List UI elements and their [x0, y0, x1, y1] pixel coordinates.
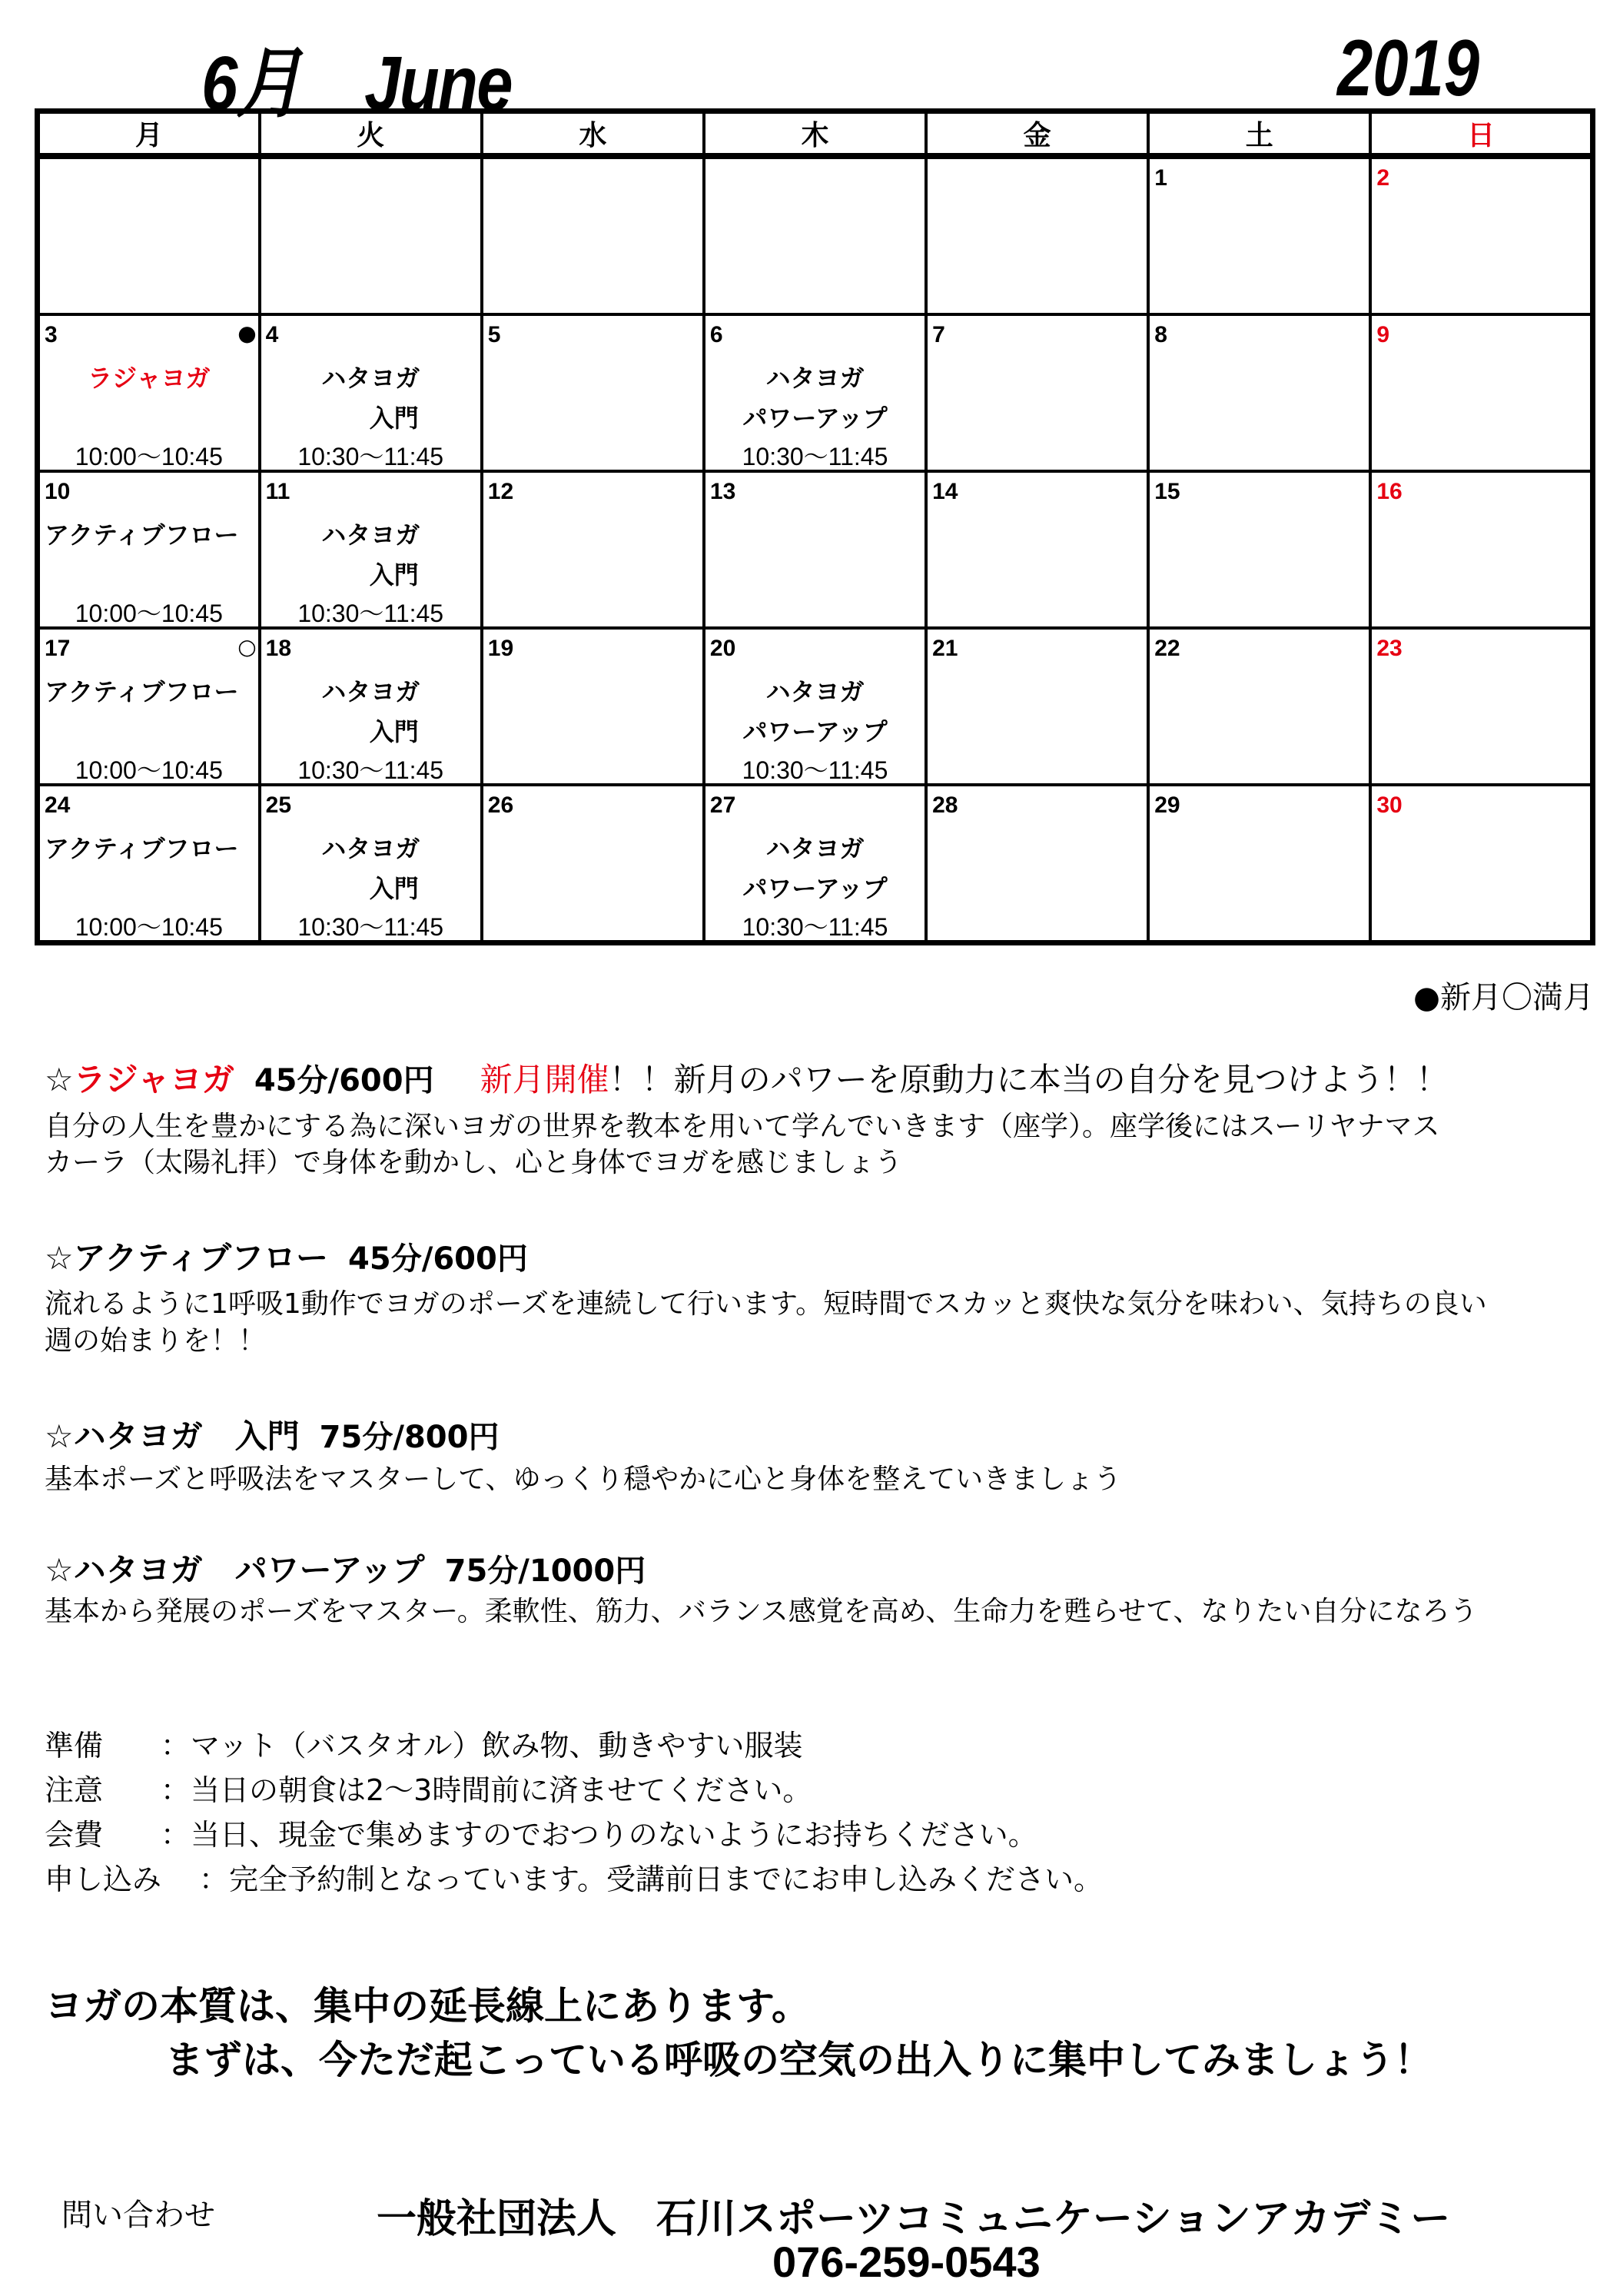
calendar-month-title: 6月 June — [201, 41, 512, 127]
day-number: 2 — [1376, 165, 1390, 191]
class-title: ハタヨガ 入門 — [73, 1417, 300, 1455]
calendar-day-cell[interactable] — [1370, 156, 1592, 314]
calendar-week-row — [38, 785, 1593, 943]
class-name: アクティブフロー — [45, 677, 239, 706]
calendar-empty-cell — [260, 156, 482, 314]
calendar-day-cell[interactable] — [38, 314, 260, 471]
day-number: 15 — [1154, 479, 1180, 504]
class-level: 入門 — [369, 404, 419, 433]
class-price: 75分/800円 — [319, 1420, 500, 1455]
calendar-week-row — [38, 156, 1593, 314]
class-level: パワーアップ — [742, 404, 888, 433]
calendar-body — [38, 156, 1593, 943]
class-time: 10:00〜10:45 — [75, 913, 223, 941]
class-highlight: 新月開催 — [480, 1061, 609, 1098]
weekday-header-row — [38, 111, 1593, 157]
calendar-day-cell[interactable] — [482, 314, 704, 471]
calendar-day-cell[interactable] — [38, 785, 260, 943]
star-icon: ☆ — [45, 1417, 74, 1455]
day-number: 20 — [709, 636, 736, 661]
calendar-empty-cell — [926, 156, 1148, 314]
calendar-day-cell[interactable] — [1370, 628, 1592, 785]
class-name: アクティブフロー — [45, 520, 239, 550]
calendar-day-cell[interactable] — [482, 628, 704, 785]
day-number: 7 — [932, 322, 945, 347]
class-price: 45分/600円 — [254, 1063, 434, 1098]
calendar-day-cell[interactable] — [482, 785, 704, 943]
class-name: ハタヨガ — [321, 834, 420, 863]
star-icon: ☆ — [45, 1551, 74, 1589]
note-label: 会費 — [45, 1818, 104, 1852]
class-time: 10:00〜10:45 — [75, 756, 223, 784]
calendar-day-cell[interactable] — [704, 314, 926, 471]
weekday-header: 土 — [1148, 111, 1370, 157]
day-number: 14 — [932, 479, 958, 504]
calendar-day-cell[interactable] — [704, 471, 926, 628]
contact-phone: 076-259-0543 — [772, 2238, 1041, 2286]
calendar-year: 2019 — [1337, 24, 1480, 113]
day-number: 11 — [265, 479, 290, 504]
calendar-day-cell[interactable] — [704, 785, 926, 943]
class-name: ハタヨガ — [765, 364, 865, 393]
class-level: 入門 — [369, 874, 419, 903]
class-name: ハタヨガ — [321, 364, 420, 393]
calendar-day-cell[interactable] — [1148, 471, 1370, 628]
class-time: 10:30〜11:45 — [297, 913, 444, 941]
day-number: 4 — [265, 322, 279, 347]
slogan-line-2: まずは、今ただ起こっている呼吸の空気の出入りに集中してみましょう！ — [165, 2038, 1432, 2082]
calendar-day-cell[interactable] — [704, 628, 926, 785]
weekday-header: 金 — [926, 111, 1148, 157]
class-heading — [45, 1055, 1449, 1101]
weekday-header: 日 — [1370, 111, 1592, 157]
contact-label: 問い合わせ — [61, 2198, 215, 2233]
day-number: 3 — [45, 322, 58, 347]
class-description-line: 流れるように1呼吸1動作でヨガのポーズを連続して行います。短時間でスカッと爽快な気分を味わい、気持ちの良い — [45, 1288, 1487, 1320]
note-separator: ： — [160, 1729, 190, 1763]
calendar-week-row — [38, 314, 1593, 471]
class-heading — [45, 1545, 646, 1591]
class-name: ハタヨガ — [321, 677, 420, 706]
class-name: ラジャヨガ — [88, 364, 211, 393]
class-name: ハタヨガ — [321, 520, 420, 550]
day-number: 18 — [265, 636, 292, 661]
calendar-day-cell[interactable] — [260, 628, 482, 785]
note-row — [45, 1722, 802, 1764]
calendar-day-cell[interactable] — [1148, 314, 1370, 471]
note-text: 当日の朝食は2〜3時間前に済ませてください。 — [191, 1773, 812, 1807]
calendar-empty-cell — [38, 156, 260, 314]
class-tagline: ！！新月のパワーを原動力に本当の自分を見つけよう！！ — [609, 1061, 1449, 1098]
note-separator: ： — [160, 1818, 190, 1852]
day-number: 8 — [1154, 322, 1167, 347]
contact-organization: 一般社団法人 石川スポーツコミュニケーションアカデミー — [377, 2196, 1451, 2242]
calendar-day-cell[interactable] — [926, 471, 1148, 628]
class-time: 10:30〜11:45 — [742, 913, 888, 941]
weekday-header: 木 — [704, 111, 926, 157]
day-number: 24 — [45, 792, 71, 818]
calendar-day-cell[interactable] — [260, 314, 482, 471]
calendar-day-cell[interactable] — [1148, 156, 1370, 314]
class-name: ハタヨガ — [765, 677, 865, 706]
calendar-day-cell[interactable] — [1370, 471, 1592, 628]
calendar-day-cell[interactable] — [260, 471, 482, 628]
day-number: 1 — [1154, 165, 1167, 191]
class-price: 75分/1000円 — [444, 1553, 646, 1589]
class-time: 10:30〜11:45 — [297, 600, 444, 627]
new-moon-icon: ● — [237, 321, 257, 346]
day-number: 17 — [45, 636, 71, 661]
note-text: 当日、現金で集めますのでおつりのないようにお持ちください。 — [191, 1818, 1037, 1852]
weekday-header: 火 — [260, 111, 482, 157]
day-number: 22 — [1154, 636, 1180, 661]
note-row — [45, 1856, 1103, 1898]
day-number: 9 — [1376, 322, 1390, 347]
calendar-day-cell[interactable] — [38, 471, 260, 628]
calendar-day-cell[interactable] — [1148, 628, 1370, 785]
star-icon: ☆ — [45, 1061, 74, 1098]
weekday-header: 水 — [482, 111, 704, 157]
day-number: 27 — [709, 792, 736, 818]
note-text: 完全予約制となっています。受講前日までにお申し込みください。 — [229, 1862, 1103, 1896]
note-text: マット（バスタオル）飲み物、動きやすい服装 — [191, 1729, 803, 1763]
class-title: ラジャヨガ — [73, 1061, 234, 1098]
note-label: 注意 — [45, 1773, 104, 1807]
class-description-line: 週の始まりを！！ — [45, 1325, 267, 1357]
class-time: 10:30〜11:45 — [297, 756, 444, 784]
class-time: 10:00〜10:45 — [75, 443, 223, 470]
day-number: 28 — [932, 792, 958, 818]
calendar-day-cell[interactable] — [260, 785, 482, 943]
calendar-day-cell[interactable] — [1148, 785, 1370, 943]
class-time: 10:30〜11:45 — [742, 756, 888, 784]
calendar-day-cell[interactable] — [1370, 314, 1592, 471]
class-name: アクティブフロー — [45, 834, 239, 863]
day-number: 25 — [265, 792, 292, 818]
day-number: 6 — [709, 322, 723, 347]
day-number: 12 — [487, 479, 514, 504]
class-description-line: 自分の人生を豊かにする為に深いヨガの世界を教本を用いて学んでいきます（座学）。座学後にはスーリヤナマス — [45, 1111, 1440, 1142]
class-description-line: 基本ポーズと呼吸法をマスターして、ゆっくり穏やかに心と身体を整えていきましょう — [45, 1464, 1122, 1495]
note-row — [45, 1766, 812, 1809]
note-label: 申し込み — [45, 1862, 162, 1896]
day-number: 16 — [1376, 479, 1403, 504]
calendar-week-row — [38, 471, 1593, 628]
day-number: 30 — [1376, 792, 1403, 818]
moon-legend: ●新月〇満月 — [1413, 980, 1594, 1015]
calendar-empty-cell — [704, 156, 926, 314]
class-time: 10:30〜11:45 — [297, 443, 444, 470]
weekday-header: 月 — [38, 111, 260, 157]
class-title: ハタヨガ パワーアップ — [73, 1551, 425, 1589]
note-separator: ： — [198, 1862, 228, 1896]
calendar-grid — [35, 108, 1595, 945]
day-number: 21 — [932, 636, 958, 661]
day-number: 23 — [1376, 636, 1403, 661]
calendar-week-row — [38, 628, 1593, 785]
class-price: 45分/600円 — [348, 1241, 528, 1277]
slogan-line-1: ヨガの本質は、集中の延長線上にあります。 — [45, 1984, 810, 2029]
day-number: 19 — [487, 636, 514, 661]
calendar-day-cell[interactable] — [926, 314, 1148, 471]
class-time: 10:30〜11:45 — [742, 443, 888, 470]
class-level: 入門 — [369, 560, 419, 590]
calendar-day-cell[interactable] — [38, 628, 260, 785]
note-separator: ： — [160, 1773, 190, 1807]
calendar-day-cell[interactable] — [1370, 785, 1592, 943]
class-level: 入門 — [369, 717, 419, 746]
calendar-day-cell[interactable] — [926, 785, 1148, 943]
class-level: パワーアップ — [742, 717, 888, 746]
calendar-day-cell[interactable] — [926, 628, 1148, 785]
class-heading — [45, 1233, 528, 1279]
class-heading — [45, 1411, 499, 1457]
note-label: 準備 — [45, 1729, 104, 1763]
star-icon: ☆ — [45, 1239, 74, 1277]
note-row — [45, 1811, 1037, 1853]
day-number: 29 — [1154, 792, 1180, 818]
class-level: パワーアップ — [742, 874, 888, 903]
class-time: 10:00〜10:45 — [75, 600, 223, 627]
day-number: 10 — [45, 479, 71, 504]
day-number: 13 — [709, 479, 736, 504]
class-description-line: 基本から発展のポーズをマスター。柔軟性、筋力、バランス感覚を高め、生命力を甦らせて、なりたい自分になろう — [45, 1596, 1478, 1627]
calendar-day-cell[interactable] — [482, 471, 704, 628]
calendar-empty-cell — [482, 156, 704, 314]
day-number: 26 — [487, 792, 514, 818]
class-name: ハタヨガ — [765, 834, 865, 863]
class-title: アクティブフロー — [73, 1239, 329, 1277]
full-moon-icon: ○ — [237, 634, 257, 660]
day-number: 5 — [487, 322, 501, 347]
class-description-line: カーラ（太陽礼拝）で身体を動かし、心と身体でヨガを感じましょう — [45, 1147, 903, 1178]
